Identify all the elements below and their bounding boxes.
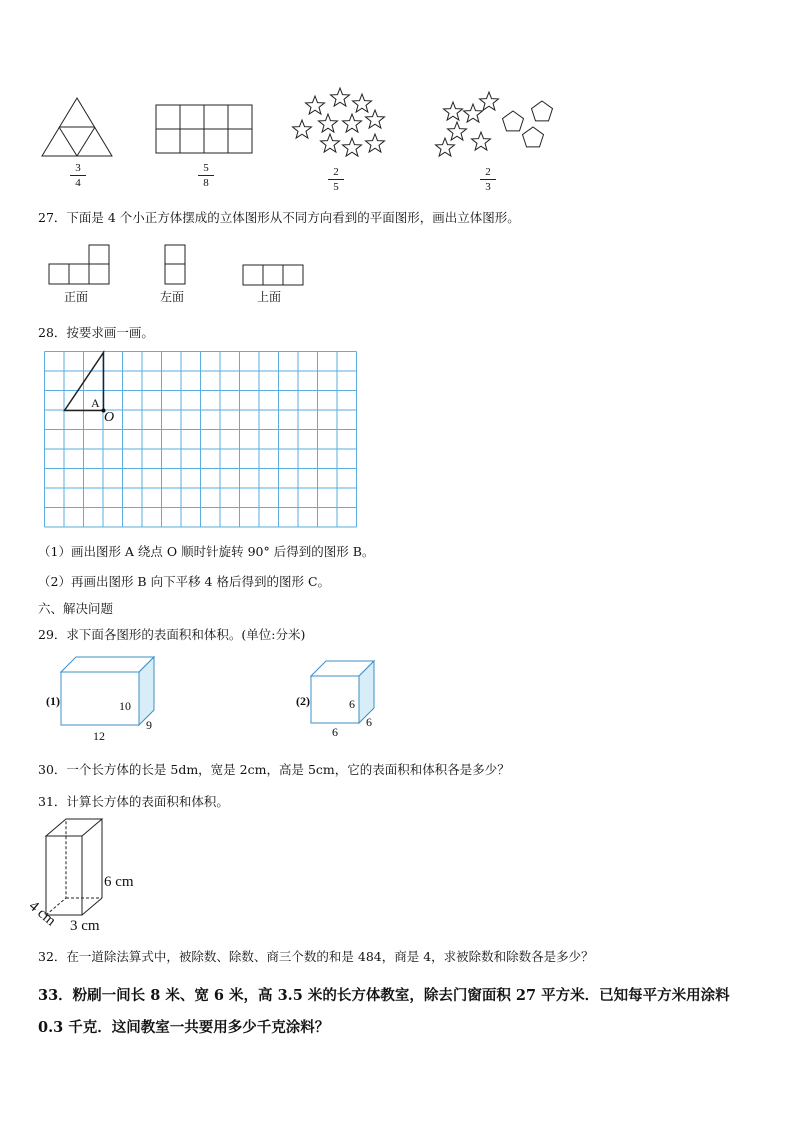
star-icon	[353, 94, 372, 112]
fraction-3-num: 2	[333, 166, 339, 178]
top-view	[242, 264, 304, 286]
top-view-label: 上面	[257, 290, 282, 304]
fraction-3-den: 5	[333, 181, 339, 193]
drawing-grid	[44, 351, 360, 529]
question-33-line-2: 0.3 千克．这间教室一共要用多少千克涂料？	[38, 1019, 330, 1036]
star-icon	[293, 120, 312, 138]
fraction-4-den: 3	[485, 181, 491, 193]
star-icon	[436, 138, 455, 156]
front-view-label: 正面	[64, 290, 89, 304]
star-icon	[472, 132, 491, 150]
question-31: 31．计算长方体的表面积和体积。	[38, 794, 229, 809]
stars-figure	[290, 86, 390, 162]
fraction-3	[326, 166, 346, 193]
cuboid-1-depth: 9	[146, 718, 152, 732]
cuboid-1-height: 10	[119, 699, 131, 713]
pentagon-icon	[503, 111, 524, 131]
cuboid-3	[42, 818, 106, 920]
front-view	[48, 244, 110, 286]
section-heading: 六、解决问题	[38, 601, 114, 616]
star-icon	[366, 134, 385, 152]
cuboid-1-tag: (1)	[46, 694, 60, 708]
star-icon	[448, 122, 467, 140]
fraction-4	[478, 166, 498, 193]
cuboid-3-depth: 4 cm	[25, 898, 59, 930]
star-icon	[306, 96, 325, 114]
question-27: 27．下面是 4 个小正方体摆成的立体图形从不同方向看到的平面图形，画出立体图形。	[38, 210, 520, 225]
star-icon	[464, 104, 483, 122]
cuboid-3-width: 3 cm	[70, 918, 100, 934]
cuboid-1-length: 12	[93, 729, 105, 743]
star-icon	[321, 134, 340, 152]
question-29: 29．求下面各图形的表面积和体积。(单位:分米)	[38, 627, 306, 642]
star-icon	[444, 102, 463, 120]
label-a: A	[91, 396, 100, 410]
cube-2-length: 6	[332, 725, 338, 739]
question-33-line-1: 33．粉刷一间长 8 米、宽 6 米，高 3.5 米的长方体教室，除去门窗面积 27 平方米．已知每平方米用涂料	[38, 987, 730, 1004]
cube-2-tag: (2)	[296, 694, 310, 708]
fraction-2-num: 5	[203, 162, 209, 174]
cuboid-1	[60, 656, 156, 728]
star-icon	[319, 114, 338, 132]
left-view-label: 左面	[160, 290, 185, 304]
rectangle-grid-figure	[155, 104, 253, 154]
left-view	[164, 244, 186, 286]
star-icon	[480, 92, 499, 110]
star-icon	[331, 88, 350, 106]
stars-pentagons-figure	[435, 92, 560, 162]
fraction-1	[68, 162, 88, 189]
cuboid-3-height: 6 cm	[104, 874, 134, 890]
fraction-2	[196, 162, 216, 189]
fraction-1-num: 3	[75, 162, 81, 174]
fraction-4-num: 2	[485, 166, 491, 178]
question-32: 32．在一道除法算式中，被除数、除数、商三个数的和是 484，商是 4，求被除数和除数各是多少？	[38, 949, 594, 964]
question-30: 30．一个长方体的长是 5dm，宽是 2cm，高是 5cm，它的表面积和体积各是多少？	[38, 762, 510, 777]
label-o: O	[104, 410, 115, 425]
triangle-figure	[40, 96, 116, 160]
fraction-2-den: 8	[203, 177, 209, 189]
star-icon	[343, 114, 362, 132]
cube-2-depth: 6	[366, 715, 372, 729]
cube-2-height: 6	[349, 697, 355, 711]
question-28-part-2: （2）再画出图形 B 向下平移 4 格后得到的图形 C。	[38, 574, 331, 589]
fraction-1-den: 4	[75, 177, 81, 189]
question-28: 28．按要求画一画。	[38, 325, 154, 340]
star-icon	[343, 138, 362, 156]
pentagon-icon	[532, 101, 553, 121]
question-28-part-1: （1）画出图形 A 绕点 O 顺时针旋转 90° 后得到的图形 B。	[38, 544, 375, 559]
pentagon-icon	[523, 127, 544, 147]
